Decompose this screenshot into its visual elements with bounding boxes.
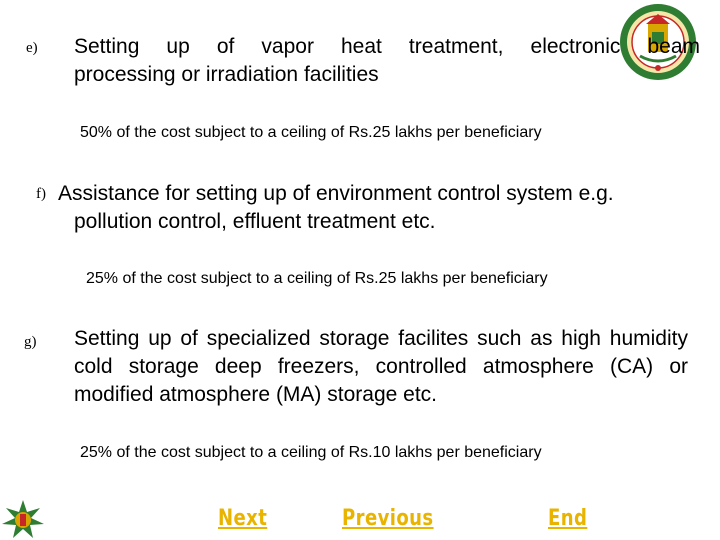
next-link[interactable]: Next bbox=[218, 506, 268, 531]
previous-link[interactable]: Previous bbox=[342, 506, 434, 531]
item-e-line2: processing or irradiation facilities bbox=[74, 63, 379, 86]
corner-emblem-logo bbox=[0, 498, 46, 540]
item-f-note: 25% of the cost subject to a ceiling of Rs.25 lakhs per beneficiary bbox=[86, 270, 548, 287]
end-link[interactable]: End bbox=[548, 506, 588, 531]
item-e-note: 50% of the cost subject to a ceiling of Rs.25 lakhs per beneficiary bbox=[80, 124, 542, 141]
item-e-line1: Setting up of vapor heat treatment, electronic beam bbox=[74, 35, 700, 58]
item-marker-g: g) bbox=[24, 334, 37, 350]
item-g-body: Setting up of specialized storage facilites such as high humidity cold storage deep freezers, controlled atmosphere (CA) or modified atmosphere (MA) storage etc. bbox=[74, 327, 688, 406]
item-f-line2: pollution control, effluent treatment etc. bbox=[74, 210, 436, 233]
item-marker-e: e) bbox=[26, 40, 38, 56]
item-g-note: 25% of the cost subject to a ceiling of Rs.10 lakhs per beneficiary bbox=[80, 444, 542, 461]
item-marker-f: f) bbox=[36, 186, 46, 202]
item-f-line1: Assistance for setting up of environment control system e.g. bbox=[58, 182, 614, 205]
